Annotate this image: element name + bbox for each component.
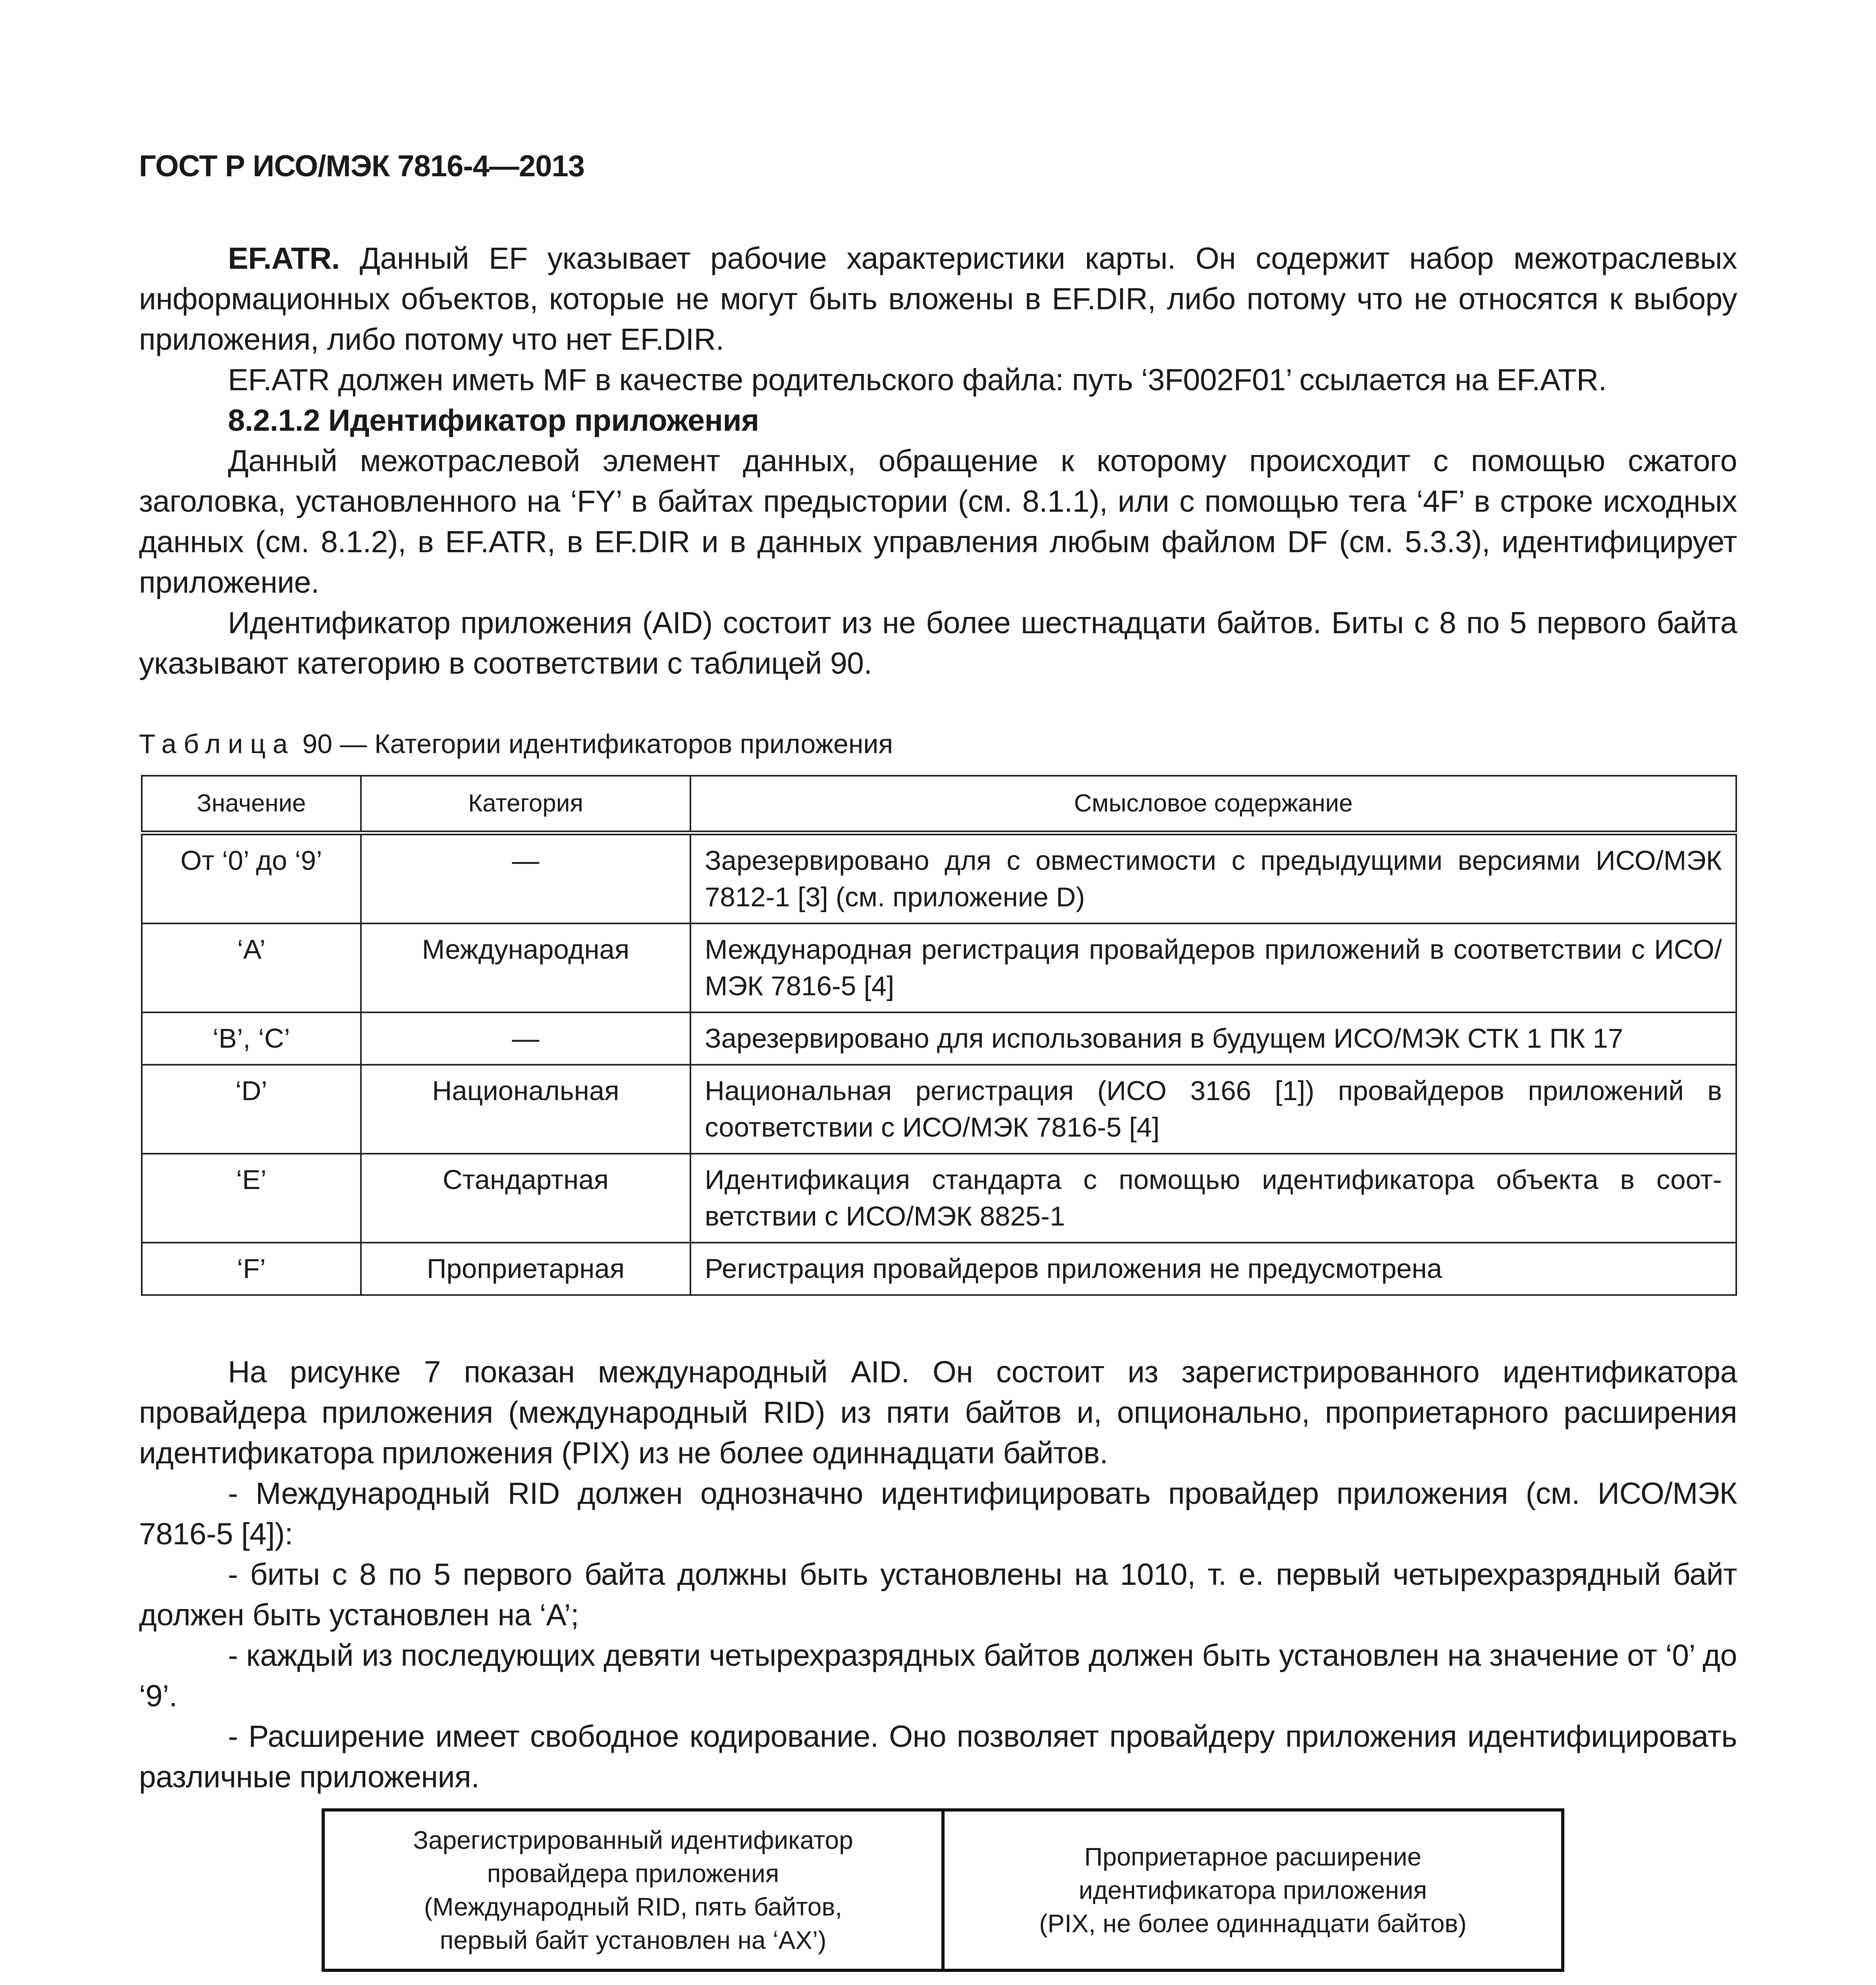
cell-value: От ‘0’ до ‘9’ [142, 833, 361, 923]
pix-box-line: Проприетарное расширение [1084, 1842, 1421, 1871]
section-heading: 8.2.1.2 Идентификатор приложения [228, 403, 759, 437]
international-rid-paragraph: - Международный RID должен однозначно идентифицировать провайдер приложения (см. ИСО/МЭК 7816-5 [4]): [139, 1476, 1737, 1551]
column-header-value: Значение [142, 776, 361, 833]
rid-box-line: Зарегистрированный идентификатор [413, 1826, 853, 1854]
nine-bytes-paragraph: - каждый из последующих девяти четырехразрядных байтов должен быть установлен на значение от ‘0’ до ‘9’. [139, 1638, 1737, 1713]
rid-box-line: провайдера приложения [487, 1859, 779, 1888]
document-header: ГОСТ Р ИСО/МЭК 7816-4—2013 [139, 149, 584, 183]
table-caption-title: 90 — Категории идентификаторов приложения [295, 729, 893, 759]
table-row [142, 923, 1736, 1012]
ef-atr-description: Данный EF указывает рабочие характеристики карты. Он содержит набор межотраслевых информационных объектов, которые не могут быть вложены в EF.DIR, либо потому что не относятся к выбору приложения, либо потому что нет EF.DIR. [139, 241, 1737, 357]
table-caption-word: Таблица [139, 729, 295, 759]
cell-meaning: Идентификация стандарта с помощью идентификатора объекта в соот-ветствии с ИСО/МЭК 8825-1 [690, 1154, 1736, 1243]
cell-category: Международная [361, 923, 690, 1012]
aid-element-paragraph: Данный межотраслевой элемент данных, обращение к которому происходит с помощью сжатого заголовка, установленного на ‘FY’ в байтах предыстории (см. 8.1.1), или с помощью тега ‘4F’ в строке исходных данных (см. 8.1.2), в EF.ATR, в EF.DIR и в данных управления любым файлом DF (см. 5.3.3), идентифицирует приложение. [139, 444, 1737, 599]
cell-value: ‘B’, ‘C’ [142, 1012, 361, 1065]
categories-table [141, 775, 1737, 1296]
cell-value: ‘D’ [142, 1065, 361, 1154]
international-aid-diagram [322, 1808, 1564, 1972]
pix-box-line: (PIX, не более одиннадцати байтов) [1039, 1909, 1467, 1938]
ef-atr-paragraph [139, 238, 1737, 360]
cell-meaning: Регистрация провайдеров приложения не предусмотрена [690, 1243, 1736, 1295]
pix-box-line: идентификатора приложения [1078, 1876, 1427, 1904]
cell-value: ‘F’ [142, 1243, 361, 1295]
cell-category: Проприетарная [361, 1243, 690, 1295]
bits-a-paragraph: - биты с 8 по 5 первого байта должны быть установлены на 1010, т. е. первый четырехразрядный байт должен быть установлен на ‘A’; [139, 1557, 1737, 1632]
ef-atr-term: EF.ATR. [228, 241, 340, 276]
cell-meaning: Национальная регистрация (ИСО 3166 [1]) провайдеров приложений в соответствии с ИСО/МЭК 7816-5 [4] [690, 1065, 1736, 1154]
column-header-meaning: Смысловое содержание [690, 776, 1736, 833]
rid-box-line: первый байт установлен на ‘AX’) [440, 1926, 827, 1954]
table-row [142, 1065, 1736, 1154]
figure7-intro-paragraph: На рисунке 7 показан международный AID. Он состоит из зарегистрированного идентификатора провайдера приложения (международный RID) из пяти байтов и, опционально, проприетарного расширения идентификатора приложения (PIX) из не более одиннадцати байтов. [139, 1355, 1737, 1470]
intro-section [139, 238, 1737, 684]
rid-box [325, 1812, 945, 1969]
cell-meaning: Зарезервировано для использования в будущем ИСО/МЭК СТК 1 ПК 17 [690, 1012, 1736, 1065]
table-header-row [142, 776, 1736, 833]
cell-category: — [361, 1012, 690, 1065]
table-row [142, 833, 1736, 923]
cell-value: ‘E’ [142, 1154, 361, 1243]
cell-meaning: Зарезервировано для с овместимости с предыдущими версиями ИСО/МЭК 7812-1 [3] (см. приложение D) [690, 833, 1736, 923]
table-caption [139, 728, 893, 759]
aid-structure-paragraph: Идентификатор приложения (AID) состоит из не более шестнадцати байтов. Биты с 8 по 5 первого байта указывают категорию в соответствии с таблицей 90. [139, 606, 1737, 680]
extension-paragraph: - Расширение имеет свободное кодирование. Оно позволяет провайдеру приложения идентифицировать различные приложения. [139, 1719, 1737, 1794]
table-row [142, 1243, 1736, 1295]
column-header-category: Категория [361, 776, 690, 833]
cell-value: ‘A’ [142, 923, 361, 1012]
cell-meaning: Международная регистрация провайдеров приложений в соответствии с ИСО/МЭК 7816-5 [4] [690, 923, 1736, 1012]
rid-box-line: (Международный RID, пять байтов, [424, 1892, 843, 1921]
table-row [142, 1154, 1736, 1243]
cell-category: — [361, 833, 690, 923]
ef-atr-path-paragraph: EF.ATR должен иметь MF в качестве родительского файла: путь ‘3F002F01’ ссылается на EF.ATR. [228, 363, 1607, 397]
pix-box [945, 1812, 1561, 1969]
cell-category: Национальная [361, 1065, 690, 1154]
cell-category: Стандартная [361, 1154, 690, 1243]
table-row [142, 1012, 1736, 1065]
international-aid-section [139, 1352, 1737, 1797]
